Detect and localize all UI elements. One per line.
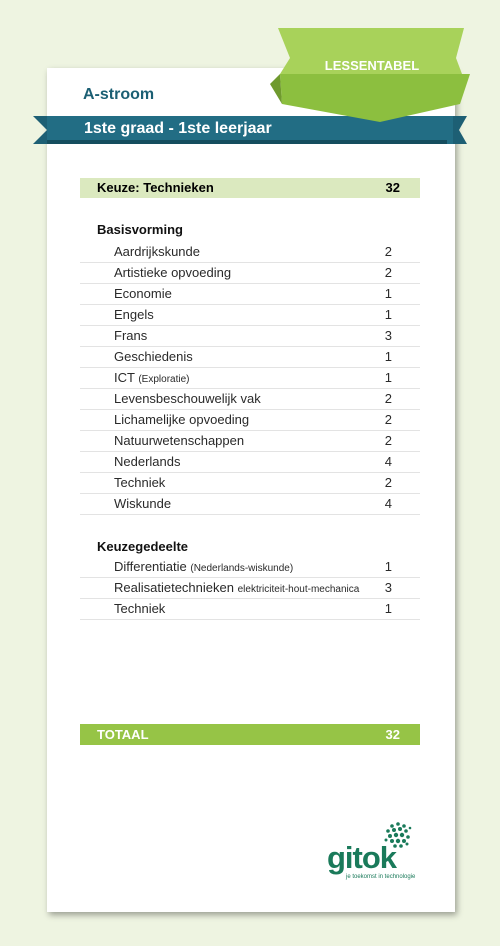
subject-row: [80, 599, 420, 620]
subject-name: [114, 601, 165, 616]
ribbon-lessentabel: [270, 28, 470, 122]
subject-label: Techniek: [114, 475, 166, 490]
subject-row: [80, 242, 420, 263]
subject-row: [80, 326, 420, 347]
subject-name: [114, 559, 293, 574]
totaal-bar: [80, 724, 420, 745]
subject-name: [114, 370, 189, 385]
stroom-title: A-stroom: [83, 86, 155, 103]
subject-row: [80, 347, 420, 368]
subject-name: [114, 265, 231, 280]
subject-label: Wiskunde: [114, 496, 172, 511]
basisvorming-title: Basisvorming: [97, 222, 183, 237]
subject-hours: 2: [384, 475, 392, 490]
subject-row: [80, 389, 420, 410]
subject-hours: 1: [384, 349, 392, 364]
subject-row: [80, 410, 420, 431]
subject-name: [114, 475, 165, 490]
subject-label: Techniek: [114, 601, 166, 616]
subject-label: Natuurwetenschappen: [114, 433, 245, 448]
subject-row: [80, 368, 420, 389]
subject-label: Geschiedenis: [114, 349, 193, 364]
subject-label: Differentiatie: [114, 559, 187, 574]
subject-name: [114, 454, 181, 469]
keuze-label: Keuze: Technieken: [97, 180, 214, 195]
subject-row: [80, 557, 420, 578]
subject-name: [114, 307, 154, 322]
subject-label: Engels: [114, 307, 154, 322]
subject-name: [114, 412, 249, 427]
subject-hours: 1: [384, 370, 392, 385]
subject-label: ICT: [114, 370, 135, 385]
subject-name: [114, 349, 193, 364]
subject-hours: 1: [384, 601, 392, 616]
keuze-hours: 32: [385, 180, 400, 195]
subject-hours: 4: [384, 496, 392, 511]
subject-label: Realisatietechnieken: [114, 580, 234, 595]
logo-wordmark: gitok: [327, 840, 397, 875]
subject-label: Lichamelijke opvoeding: [114, 412, 250, 427]
subject-note: elektriciteit-hout-mechanica: [237, 584, 360, 595]
subject-label: Economie: [114, 286, 172, 301]
subject-row: [80, 494, 420, 515]
subject-hours: 2: [384, 265, 392, 280]
subject-hours: 3: [384, 580, 392, 595]
subject-name: [114, 328, 147, 343]
subject-name: [114, 286, 172, 301]
subject-name: [114, 580, 359, 595]
subject-row: [80, 578, 420, 599]
subject-name: [114, 391, 261, 406]
subject-hours: 1: [384, 286, 392, 301]
logo-tagline: je toekomst in technologie: [346, 874, 416, 880]
subject-note: (Nederlands-wiskunde): [190, 563, 294, 574]
totaal-hours: 32: [385, 727, 400, 742]
subject-note: (Exploratie): [138, 374, 190, 385]
subject-row: [80, 452, 420, 473]
keuzegedeelte-title: Keuzegedeelte: [97, 539, 189, 554]
subject-label: Artistieke opvoeding: [114, 265, 232, 280]
subject-hours: 3: [384, 328, 392, 343]
subject-label: Frans: [114, 328, 148, 343]
subject-hours: 1: [384, 307, 392, 322]
subject-row: [80, 284, 420, 305]
subject-row: [80, 263, 420, 284]
subject-hours: 1: [384, 559, 392, 574]
subject-hours: 2: [384, 391, 392, 406]
subject-label: Nederlands: [114, 454, 181, 469]
subject-hours: 2: [384, 412, 392, 427]
subject-row: [80, 431, 420, 452]
subject-label: Aardrijkskunde: [114, 244, 200, 259]
graad-title: 1ste graad - 1ste leerjaar: [84, 120, 272, 137]
subject-hours: 4: [384, 454, 392, 469]
subject-name: [114, 244, 200, 259]
subject-name: [114, 496, 171, 511]
subject-hours: 2: [384, 244, 392, 259]
keuze-bar: [80, 178, 420, 198]
lessentabel-label: LESSENTABEL: [324, 58, 420, 73]
subject-name: [114, 433, 244, 448]
subject-row: [80, 305, 420, 326]
subject-row: [80, 473, 420, 494]
totaal-label: TOTAAL: [97, 727, 149, 742]
subject-label: Levensbeschouwelijk vak: [114, 391, 261, 406]
subject-hours: 2: [384, 433, 392, 448]
